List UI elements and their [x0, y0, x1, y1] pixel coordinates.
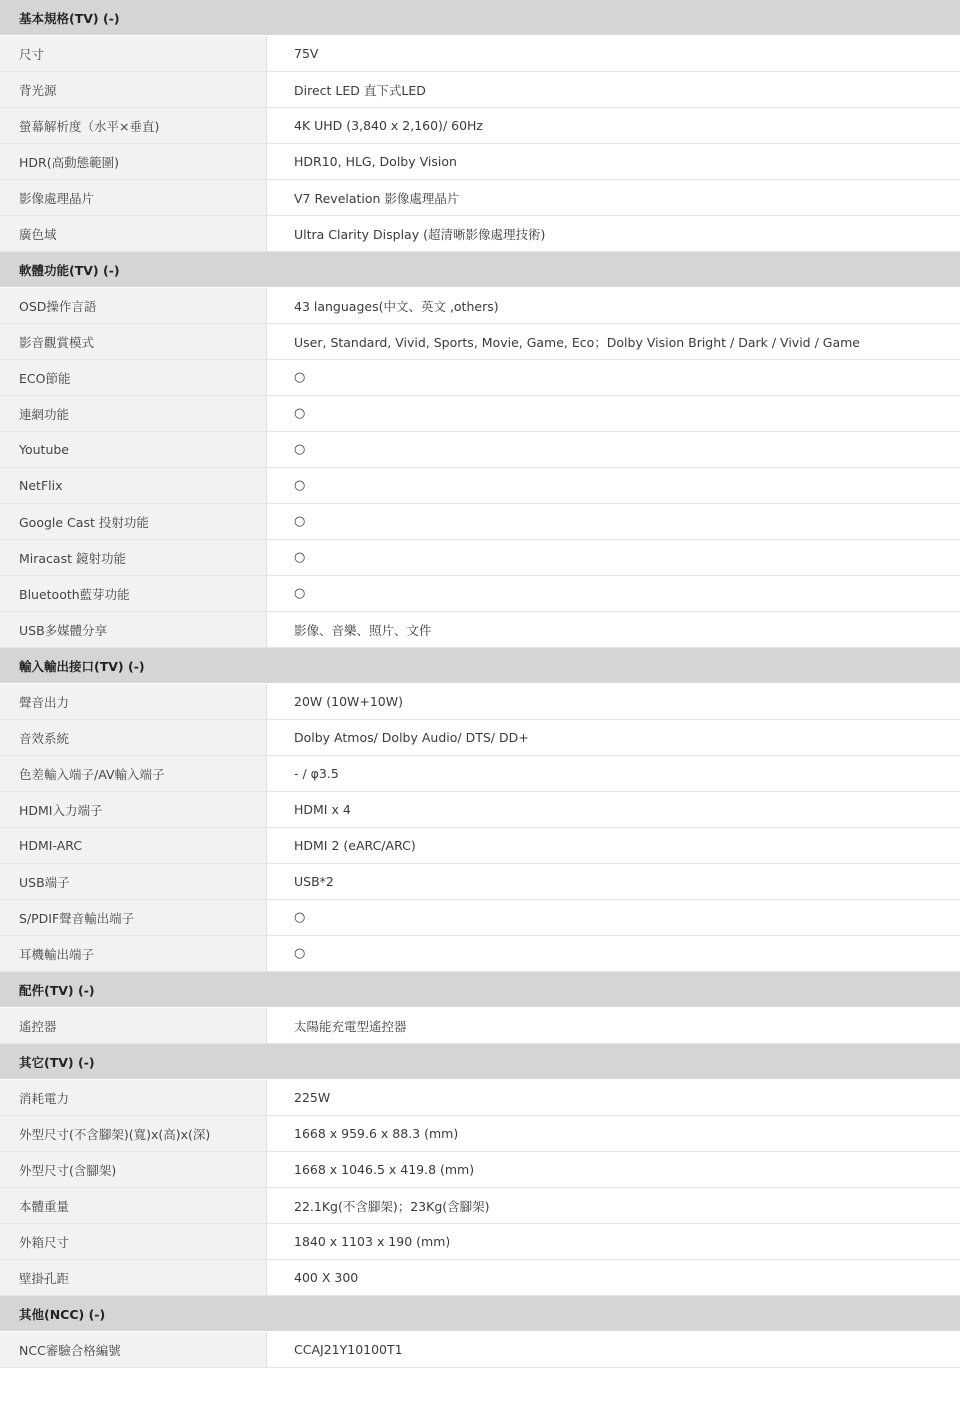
spec-label: USB多媒體分享 [0, 612, 267, 647]
spec-row [0, 1260, 960, 1296]
spec-label: 背光源 [0, 72, 267, 107]
spec-label: 外型尺寸(不含腳架)(寬)x(高)x(深) [0, 1116, 267, 1151]
spec-row [0, 1116, 960, 1152]
spec-row [0, 180, 960, 216]
spec-row [0, 1332, 960, 1368]
spec-row [0, 288, 960, 324]
spec-label: S/PDIF聲音輸出端子 [0, 900, 267, 935]
spec-value: HDMI x 4 [267, 792, 960, 827]
spec-value: V7 Revelation 影像處理晶片 [267, 180, 960, 215]
spec-row [0, 612, 960, 648]
spec-row [0, 360, 960, 396]
spec-label: Google Cast 投射功能 [0, 504, 267, 539]
spec-label: 外箱尺寸 [0, 1224, 267, 1259]
spec-row [0, 1152, 960, 1188]
spec-value: 20W (10W+10W) [267, 684, 960, 719]
spec-label: Youtube [0, 432, 267, 467]
spec-label: NetFlix [0, 468, 267, 503]
spec-label: 聲音出力 [0, 684, 267, 719]
spec-value: Direct LED 直下式LED [267, 72, 960, 107]
section-header[interactable]: 配件(TV) (-) [0, 972, 960, 1008]
spec-value: Dolby Atmos/ Dolby Audio/ DTS/ DD+ [267, 720, 960, 755]
spec-label: 外型尺寸(含腳架) [0, 1152, 267, 1187]
supported-mark: ○ [267, 576, 960, 611]
spec-row [0, 540, 960, 576]
spec-label: USB端子 [0, 864, 267, 899]
spec-row [0, 1188, 960, 1224]
section-header[interactable]: 基本規格(TV) (-) [0, 0, 960, 36]
supported-mark: ○ [267, 540, 960, 575]
spec-row [0, 936, 960, 972]
spec-row [0, 1224, 960, 1260]
spec-row [0, 504, 960, 540]
spec-label: ECO節能 [0, 360, 267, 395]
spec-row [0, 720, 960, 756]
spec-label: HDMI-ARC [0, 828, 267, 863]
spec-row [0, 432, 960, 468]
supported-mark: ○ [267, 396, 960, 431]
spec-value: 1840 x 1103 x 190 (mm) [267, 1224, 960, 1259]
spec-row [0, 792, 960, 828]
spec-label: 遙控器 [0, 1008, 267, 1043]
spec-value: HDMI 2 (eARC/ARC) [267, 828, 960, 863]
spec-label: 螢幕解析度（水平×垂直) [0, 108, 267, 143]
supported-mark: ○ [267, 432, 960, 467]
spec-label: 影音觀賞模式 [0, 324, 267, 359]
section-header[interactable]: 其他(NCC) (-) [0, 1296, 960, 1332]
spec-row [0, 396, 960, 432]
spec-row [0, 36, 960, 72]
spec-value: 43 languages(中文、英文 ,others) [267, 288, 960, 323]
spec-label: 影像處理晶片 [0, 180, 267, 215]
spec-label: 連網功能 [0, 396, 267, 431]
spec-row [0, 1080, 960, 1116]
spec-label: 尺寸 [0, 36, 267, 71]
spec-row [0, 576, 960, 612]
section-header[interactable]: 其它(TV) (-) [0, 1044, 960, 1080]
spec-row [0, 864, 960, 900]
supported-mark: ○ [267, 468, 960, 503]
spec-row [0, 216, 960, 252]
spec-label: 色差輸入端子/AV輸入端子 [0, 756, 267, 791]
spec-value: 太陽能充電型遙控器 [267, 1008, 960, 1043]
spec-value: HDR10, HLG, Dolby Vision [267, 144, 960, 179]
section-header[interactable]: 輸入輸出接口(TV) (-) [0, 648, 960, 684]
spec-label: NCC審驗合格編號 [0, 1332, 267, 1367]
spec-value: CCAJ21Y10100T1 [267, 1332, 960, 1367]
spec-value: 22.1Kg(不含腳架)；23Kg(含腳架) [267, 1188, 960, 1223]
spec-row [0, 72, 960, 108]
spec-row [0, 684, 960, 720]
spec-row [0, 144, 960, 180]
spec-value: 影像、音樂、照片、文件 [267, 612, 960, 647]
spec-label: Bluetooth藍芽功能 [0, 576, 267, 611]
spec-row [0, 468, 960, 504]
spec-row [0, 756, 960, 792]
spec-row [0, 828, 960, 864]
spec-value: 1668 x 959.6 x 88.3 (mm) [267, 1116, 960, 1151]
spec-label: 廣色域 [0, 216, 267, 251]
spec-label: 本體重量 [0, 1188, 267, 1223]
spec-value: 4K UHD (3,840 x 2,160)/ 60Hz [267, 108, 960, 143]
spec-value: USB*2 [267, 864, 960, 899]
spec-label: 壁掛孔距 [0, 1260, 267, 1295]
spec-value: 225W [267, 1080, 960, 1115]
spec-row [0, 1008, 960, 1044]
section-header[interactable]: 軟體功能(TV) (-) [0, 252, 960, 288]
spec-label: 音效系統 [0, 720, 267, 755]
spec-label: 耳機輸出端子 [0, 936, 267, 971]
spec-label: Miracast 鏡射功能 [0, 540, 267, 575]
spec-label: HDR(高動態範圍) [0, 144, 267, 179]
spec-row [0, 900, 960, 936]
supported-mark: ○ [267, 504, 960, 539]
spec-value: Ultra Clarity Display (超清晰影像處理技術) [267, 216, 960, 251]
spec-value: 75V [267, 36, 960, 71]
spec-value: 400 X 300 [267, 1260, 960, 1295]
spec-label: OSD操作言語 [0, 288, 267, 323]
supported-mark: ○ [267, 900, 960, 935]
spec-value: 1668 x 1046.5 x 419.8 (mm) [267, 1152, 960, 1187]
spec-label: HDMI入力端子 [0, 792, 267, 827]
spec-label: 消耗電力 [0, 1080, 267, 1115]
spec-value: - / φ3.5 [267, 756, 960, 791]
supported-mark: ○ [267, 936, 960, 971]
spec-row [0, 324, 960, 360]
spec-row [0, 108, 960, 144]
spec-value: User, Standard, Vivid, Sports, Movie, Game, Eco；Dolby Vision Bright / Dark / Vivid / Game [267, 324, 960, 359]
supported-mark: ○ [267, 360, 960, 395]
